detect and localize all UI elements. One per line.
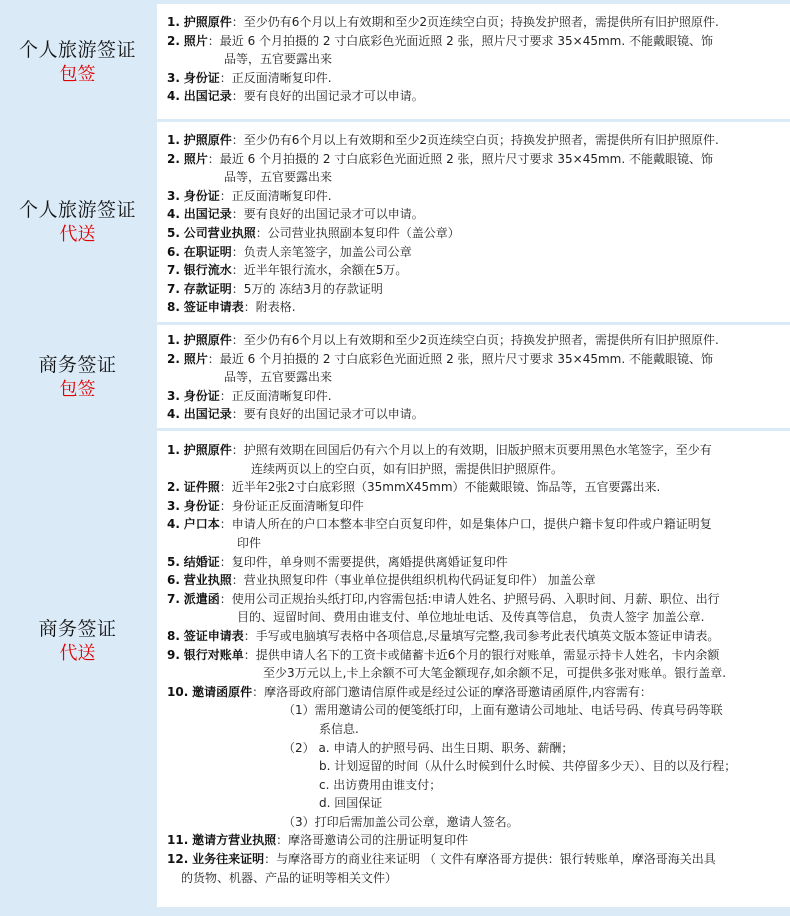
item-continuation: 目的、逗留时间、费用由谁支付、单位地址电话、及传真等信息， 负责人签字 加盖公章. — [237, 610, 705, 625]
item-text: ：负责人亲笔签字，加盖公司公章 — [231, 244, 412, 259]
requirement-item — [167, 205, 790, 224]
requirement-item — [167, 131, 790, 150]
visa-subtype: 包签 — [59, 378, 96, 400]
item-label: 营业执照 — [183, 573, 232, 588]
item-text: ：至少仍有6个月以上有效期和至少2页连续空白页；持换发护照者，需提供所有旧护照原件. — [231, 133, 719, 147]
item-continuation: 品等，五官要露出来 — [224, 370, 333, 385]
requirement-item — [167, 478, 790, 497]
visa-type-cell — [0, 325, 155, 428]
item-label: 结婚证 — [183, 554, 220, 569]
item-continuation: （1）需用邀请公司的便笺纸打印，上面有邀请公司地址、电话号码、传真号码等联 — [283, 703, 723, 718]
item-label: 邀请函原件 — [192, 684, 253, 699]
item-label: 业务往来证明 — [192, 852, 265, 867]
requirement-item — [167, 261, 790, 280]
requirements-cell — [157, 325, 790, 428]
item-number: 5. — [167, 225, 180, 240]
item-continuation: 连续两页以上的空白页，如有旧护照，需提供旧护照原件。 — [251, 461, 564, 476]
visa-category: 个人旅游签证 — [18, 199, 136, 221]
item-text: ：近半年2张2寸白底彩照（35mmX45mm）不能戴眼镜、饰品等，五官要露出来. — [219, 480, 661, 495]
item-number: 9. — [167, 647, 180, 662]
item-text: ：正反面清晰复印件. — [219, 70, 332, 85]
item-continuation: （3）打印后需加盖公司公章，邀请人签名。 — [283, 814, 519, 829]
requirement-item — [167, 331, 790, 350]
item-label: 签证申请表 — [183, 300, 244, 315]
item-number: 5. — [167, 554, 180, 569]
item-label: 身份证 — [183, 188, 220, 203]
item-number: 1. — [167, 443, 180, 457]
requirement-item — [167, 627, 790, 646]
requirement-item — [167, 683, 790, 702]
item-continuation: c. 出访费用由谁支付； — [319, 777, 442, 792]
item-number: 2. — [167, 351, 180, 366]
item-label: 出国记录 — [183, 407, 232, 422]
requirement-item — [167, 69, 790, 88]
table-row — [0, 122, 790, 322]
item-number: 4. — [167, 89, 180, 104]
requirement-item — [167, 280, 790, 299]
requirements-cell — [157, 122, 790, 322]
item-text: ：最近 6 个月拍摄的 2 寸白底彩色光面近照 2 张，照片尺寸要求 35×45mm. 不能戴眼镜、饰 — [207, 151, 713, 166]
item-number: 1. — [167, 133, 180, 147]
item-text: ：至少仍有6个月以上有效期和至少2页连续空白页；持换发护照者，需提供所有旧护照原件. — [231, 333, 719, 347]
requirement-item — [167, 405, 790, 424]
item-number: 8. — [167, 300, 180, 315]
requirement-item — [167, 646, 790, 665]
item-label: 签证申请表 — [183, 628, 244, 643]
visa-type-cell — [0, 4, 155, 119]
item-number: 4. — [167, 407, 180, 422]
requirement-item — [167, 571, 790, 590]
item-text: ：手写或电脑填写表格中各项信息,尽量填写完整,我司参考此表代填英文版本签证申请表。 — [243, 628, 720, 643]
visa-subtype: 包签 — [59, 63, 96, 85]
requirement-item — [167, 350, 790, 369]
item-number: 12. — [167, 852, 189, 867]
item-label: 银行流水 — [183, 263, 232, 278]
item-text: ：要有良好的出国记录才可以申请。 — [231, 407, 424, 422]
item-number: 2. — [167, 33, 180, 48]
requirement-item — [167, 13, 790, 32]
item-number: 1. — [167, 333, 180, 347]
item-label: 公司营业执照 — [183, 225, 256, 240]
item-text: ：营业执照复印件（事业单位提供组织机构代码证复印件） 加盖公章 — [231, 573, 596, 588]
visa-subtype: 代送 — [59, 224, 96, 245]
item-text: ：护照有效期在回国后仍有六个月以上的有效期，旧版护照末页要用黑色水笔签字，至少有 — [231, 443, 712, 457]
requirement-item — [167, 553, 790, 572]
item-text: ：近半年银行流水，余额在5万。 — [231, 263, 408, 278]
item-continuation: b. 计划逗留的时间（从什么时候到什么时候、共停留多少天）、目的以及行程； — [319, 759, 737, 774]
item-text: ：公司营业执照副本复印件（盖公章） — [255, 225, 460, 240]
item-label: 邀请方营业执照 — [192, 833, 277, 848]
item-text: ：与摩洛哥方的商业往来证明 （ 文件有摩洛哥方提供：银行转账单，摩洛哥海关出具 — [264, 852, 716, 867]
item-text: ：身份证正反面清晰复印件 — [219, 498, 364, 513]
item-continuation: d. 回国保证 — [319, 796, 383, 811]
item-label: 在职证明 — [183, 244, 232, 259]
item-label: 照片 — [183, 33, 208, 48]
requirement-item — [167, 831, 790, 850]
item-number: 3. — [167, 388, 180, 403]
item-label: 护照原件 — [183, 15, 232, 29]
requirements-cell — [157, 4, 790, 119]
item-text: ：附表格. — [243, 300, 296, 315]
item-text: ：至少仍有6个月以上有效期和至少2页连续空白页；持换发护照者，需提供所有旧护照原件. — [231, 15, 719, 29]
requirement-item — [167, 150, 790, 169]
item-label: 银行对账单 — [183, 647, 244, 662]
requirement-item — [167, 515, 790, 534]
visa-type-cell — [0, 431, 155, 851]
item-number: 7. — [167, 263, 180, 278]
item-continuation: 至少3万元以上,卡上余额不可大笔金额现存,如余额不足，可提供多张对账单。银行盖章. — [263, 666, 727, 681]
item-number: 2. — [167, 480, 180, 495]
requirement-item — [167, 87, 790, 106]
requirement-item — [167, 243, 790, 262]
requirement-item — [167, 32, 790, 51]
item-number: 8. — [167, 628, 180, 643]
visa-category: 商务签证 — [38, 353, 117, 376]
visa-category: 个人旅游签证 — [18, 38, 136, 61]
item-number: 3. — [167, 498, 180, 513]
item-label: 照片 — [183, 151, 208, 166]
item-number: 3. — [167, 188, 180, 203]
requirement-item — [167, 387, 790, 406]
requirement-item — [167, 441, 790, 460]
item-continuation: （2） a. 申请人的护照号码、出生日期、职务、薪酬； — [283, 740, 574, 755]
item-number: 7. — [167, 591, 180, 606]
visa-category: 商务签证 — [38, 618, 117, 640]
item-number: 6. — [167, 573, 180, 588]
item-text: ：要有良好的出国记录才可以申请。 — [231, 207, 424, 222]
item-text: ：摩洛哥邀请公司的注册证明复印件 — [276, 833, 469, 848]
table-row — [0, 431, 790, 907]
item-continuation: 系信息. — [319, 721, 359, 736]
requirement-item — [167, 298, 790, 317]
item-text: ：最近 6 个月拍摄的 2 寸白底彩色光面近照 2 张，照片尺寸要求 35×45mm. 不能戴眼镜、饰 — [207, 351, 713, 366]
item-number: 1. — [167, 15, 180, 29]
item-number: 7. — [167, 281, 180, 296]
visa-type-cell — [0, 122, 155, 322]
item-continuation: 印件 — [237, 535, 262, 550]
item-label: 出国记录 — [183, 207, 232, 222]
item-text: ：正反面清晰复印件. — [219, 388, 332, 403]
item-continuation: 品等，五官要露出来 — [224, 52, 333, 67]
table-row — [0, 4, 790, 119]
item-label: 户口本 — [183, 517, 220, 532]
requirements-cell — [157, 431, 790, 907]
item-text: ：摩洛哥政府部门邀请信原件或是经过公证的摩洛哥邀请函原件,内容需有： — [252, 684, 652, 699]
item-text: ：5万的 冻结3月的存款证明 — [231, 281, 383, 296]
item-number: 4. — [167, 207, 180, 222]
item-text: ：提供申请人名下的工资卡或储蓄卡近6个月的银行对账单，需显示持卡人姓名，卡内余额 — [243, 647, 720, 662]
item-number: 2. — [167, 151, 180, 166]
visa-subtype: 代送 — [59, 643, 96, 664]
item-label: 存款证明 — [183, 281, 232, 296]
item-label: 护照原件 — [183, 443, 232, 457]
item-label: 出国记录 — [183, 89, 232, 104]
item-number: 6. — [167, 244, 180, 259]
item-text: ：最近 6 个月拍摄的 2 寸白底彩色光面近照 2 张，照片尺寸要求 35×45mm. 不能戴眼镜、饰 — [207, 33, 713, 48]
item-text: ：复印件，单身则不需要提供，离婚提供离婚证复印件 — [219, 554, 508, 569]
item-number: 3. — [167, 70, 180, 85]
item-text: ：正反面清晰复印件. — [219, 188, 332, 203]
item-label: 身份证 — [183, 388, 220, 403]
item-text: ：申请人所在的户口本整本非空白页复印件，如是集体户口，提供户籍卡复印件或户籍证明复 — [219, 517, 712, 532]
table-row — [0, 325, 790, 428]
item-label: 照片 — [183, 351, 208, 366]
item-continuation: 品等，五官要露出来 — [224, 170, 333, 185]
item-label: 派遣函 — [183, 591, 220, 606]
requirement-item — [167, 224, 790, 243]
item-label: 证件照 — [183, 480, 220, 495]
item-label: 护照原件 — [183, 133, 232, 147]
item-number: 4. — [167, 517, 180, 532]
item-text: ：使用公司正规抬头纸打印,内容需包括:申请人姓名、护照号码、入职时间、月薪、职位、出行 — [219, 591, 720, 606]
item-label: 身份证 — [183, 498, 220, 513]
requirement-item — [167, 850, 790, 869]
item-number: 11. — [167, 833, 189, 848]
item-text: ：要有良好的出国记录才可以申请。 — [231, 89, 424, 104]
requirement-item — [167, 187, 790, 206]
item-continuation: 的货物、机器、产品的证明等相关文件） — [181, 870, 398, 885]
item-number: 10. — [167, 684, 189, 699]
item-label: 护照原件 — [183, 333, 232, 347]
item-label: 身份证 — [183, 70, 220, 85]
requirement-item — [167, 590, 790, 609]
requirement-item — [167, 497, 790, 516]
